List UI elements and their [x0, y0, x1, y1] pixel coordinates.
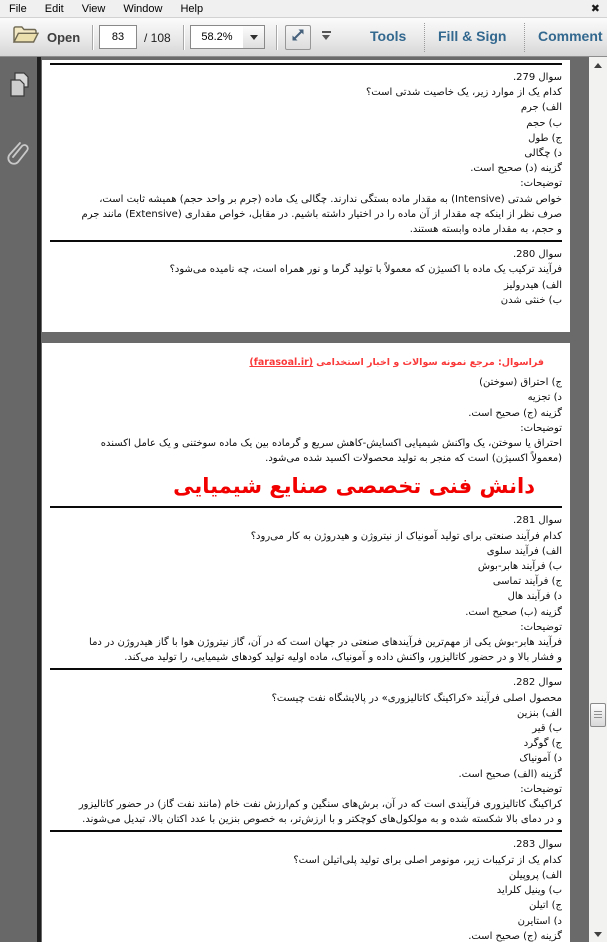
tools-button[interactable]: Tools	[370, 28, 407, 44]
document-line	[50, 751, 562, 766]
pdf-page-84	[42, 343, 570, 942]
line-text: فرآیند هابر-بوش یکی از مهم‌ترین فرآیندهای صنعتی در جهان است که در آن، گاز نیتروژن هوا با گاز هیدروژن در دما	[89, 637, 562, 649]
toolbar	[0, 18, 607, 57]
document-line	[50, 355, 544, 370]
document-line	[50, 853, 562, 868]
document-line	[50, 529, 562, 544]
line-text: سوال 281.	[512, 515, 562, 527]
menu-view[interactable]: View	[81, 2, 106, 15]
document-line	[50, 812, 562, 827]
line-text: سوال 283.	[512, 839, 562, 851]
line-text: ج) طول	[528, 132, 562, 144]
line-text: صرف نظر از اینکه چه مقدار از آن ماده را در اختیار داشته باشیم. در مقابل، خواص مقداری (Extensive) مانند جرم	[81, 208, 562, 220]
document-line	[50, 675, 562, 690]
document-line	[50, 706, 562, 721]
menu-help[interactable]: Help	[180, 2, 204, 15]
document-line	[50, 929, 562, 942]
overflow-triangle-icon	[322, 35, 330, 40]
document-line	[50, 100, 562, 115]
document-line	[50, 192, 562, 207]
line-text: ج) گوگرد	[523, 738, 562, 750]
pdf-page-83	[42, 60, 570, 332]
scrollbar-thumb-grip	[594, 711, 602, 719]
line-text: سوال 279.	[512, 72, 562, 83]
scrollbar-thumb[interactable]	[590, 703, 606, 727]
line-text: خواص شدتی (Intensive) به مقدار ماده بستگی ندارند. چگالی یک ماده (جرم بر واحد حجم) همیشه ثابت است،	[99, 193, 562, 205]
document-line	[50, 782, 562, 797]
document-line	[50, 207, 562, 222]
document-line	[50, 421, 562, 436]
arrow-up-icon	[594, 63, 602, 68]
scroll-up-button[interactable]	[589, 57, 607, 73]
document-line	[50, 883, 562, 898]
open-folder-icon	[12, 24, 39, 50]
document-line	[50, 436, 562, 451]
line-text: کدام فرآیند صنعتی برای تولید آمونیاک از نیتروژن و هیدروژن به کار می‌رود؟	[250, 530, 562, 542]
line-text: د) استایرن	[517, 915, 562, 927]
overflow-bar-icon	[322, 31, 331, 33]
document-line	[50, 176, 562, 191]
line-text: الف) هیدرولیز	[503, 279, 562, 291]
document-line	[50, 544, 562, 559]
chevron-down-icon	[250, 35, 258, 40]
document-line	[50, 767, 562, 782]
document-line	[50, 247, 562, 262]
document-line	[50, 473, 535, 499]
document-line	[50, 131, 562, 146]
line-text: الف) جرم	[520, 102, 562, 114]
document-line	[50, 559, 562, 574]
page-thumbnails-icon[interactable]	[7, 71, 31, 99]
document-line	[50, 797, 562, 812]
document-line	[50, 898, 562, 913]
fit-width-button[interactable]	[285, 25, 311, 50]
line-text: گزینه (ب) صحیح است.	[465, 606, 562, 618]
document-line	[50, 293, 562, 308]
line-text: محصول اصلی فرآیند «کراکینگ کاتالیزوری» در پالایشگاه نفت چیست؟	[271, 692, 562, 704]
toolbar-dotted-separator	[524, 23, 525, 52]
document-line	[50, 668, 562, 670]
navigation-pane	[0, 57, 37, 942]
comment-button[interactable]: Comment	[538, 28, 603, 44]
line-text: گزینه (ج) صحیح است.	[468, 930, 562, 942]
line-text: کدام یک از موارد زیر، یک خاصیت شدتی است؟	[365, 87, 562, 99]
document-line	[50, 278, 562, 293]
document-line	[50, 222, 562, 237]
open-button-label: Open	[47, 29, 81, 45]
fill-sign-button[interactable]: Fill & Sign	[438, 28, 507, 44]
attachments-icon[interactable]	[7, 137, 31, 165]
document-line	[50, 605, 562, 620]
line-text: گزینه (الف) صحیح است.	[458, 768, 562, 780]
line-text: سوال 282.	[512, 677, 562, 689]
line-text: ج) اتیلن	[528, 900, 562, 912]
scroll-down-button[interactable]	[589, 926, 607, 942]
toolbar-separator	[92, 25, 93, 50]
line-text: الف) فرآیند سلوی	[486, 545, 562, 557]
document-line	[50, 837, 562, 852]
close-icon[interactable]: ✖	[590, 3, 600, 15]
page-84-content	[50, 355, 562, 942]
line-text: ب) خنثی شدن	[500, 294, 562, 306]
document-line	[50, 85, 562, 100]
document-line	[50, 914, 562, 929]
line-text: ج) احتراق (سوختن)	[479, 377, 562, 389]
line-text: د) آمونیاک	[519, 753, 562, 765]
line-text: گزینه (ج) صحیح است.	[468, 407, 562, 419]
line-text: توضیحات:	[520, 178, 562, 190]
arrow-down-icon	[594, 932, 602, 937]
line-text: فراسوال: مرجع نمونه سوالات و اخبار استخدامی	[316, 357, 544, 368]
menu-edit[interactable]: Edit	[44, 2, 64, 15]
document-line	[50, 63, 562, 65]
zoom-level-input[interactable]	[190, 25, 244, 49]
zoom-dropdown-button[interactable]	[243, 25, 265, 49]
line-text: د) فرآیند هال	[507, 591, 562, 603]
line-text: گزینه (د) صحیح است.	[470, 163, 562, 175]
document-line	[50, 513, 562, 528]
farasoal-link[interactable]: (farasoal.ir)	[249, 357, 314, 368]
line-text: (معمولاً اکسیژن) است که منجر به تولید محصولات اکسید شده می‌شود.	[265, 453, 562, 465]
line-text: دانش فنی تخصصی صنایع شیمیایی	[173, 474, 535, 499]
document-line	[50, 116, 562, 131]
document-line	[50, 830, 562, 832]
document-line	[50, 375, 562, 390]
document-line	[50, 451, 562, 466]
line-text: توضیحات:	[520, 621, 562, 633]
line-text: ب) قیر	[532, 723, 562, 735]
document-line	[50, 736, 562, 751]
line-text: و در دمای بالا شکسته شده و به مولکول‌های کوچکتر و با ارزش‌تر، به خصوص بنزین با عدد اکتان بالا، تبدیل می‌شوند.	[82, 814, 562, 826]
document-line	[50, 691, 562, 706]
vertical-scrollbar[interactable]	[589, 57, 607, 942]
document-line	[50, 868, 562, 883]
toolbar-overflow-button[interactable]	[320, 31, 332, 43]
page-83-content	[50, 63, 562, 308]
menu-bar	[0, 0, 607, 18]
document-line	[50, 574, 562, 589]
toolbar-dotted-separator	[424, 23, 425, 52]
line-text: کراکینگ کاتالیزوری فرآیندی است که در آن، برش‌های سنگین و کم‌ارزش نفت خام (مانند نفت گاز) در حضور کاتالیزور	[78, 799, 562, 811]
line-text: کدام یک از ترکیبات زیر، مونومر اصلی برای تولید پلی‌اتیلن است؟	[293, 854, 562, 866]
document-line	[50, 620, 562, 635]
line-text: د) تجزیه	[527, 392, 562, 404]
document-line	[50, 650, 562, 665]
document-line	[50, 240, 562, 242]
page-number-input[interactable]	[99, 25, 137, 49]
document-viewport	[0, 57, 607, 942]
toolbar-separator	[183, 25, 184, 50]
document-line	[50, 635, 562, 650]
open-button[interactable]	[6, 22, 86, 52]
line-text: ب) حجم	[526, 117, 562, 129]
document-line	[50, 589, 562, 604]
menu-window[interactable]: Window	[123, 2, 163, 15]
pane-divider[interactable]	[37, 57, 41, 942]
menu-file[interactable]: File	[9, 2, 27, 15]
document-line	[50, 70, 562, 85]
document-line	[50, 506, 562, 508]
document-line	[50, 406, 562, 421]
line-text: سوال 280.	[512, 249, 562, 261]
document-line	[50, 390, 562, 405]
line-text: فرآیند ترکیب یک ماده با اکسیژن که معمولاً با تولید گرما و نور همراه است، چه نامیده می‌شود؟	[169, 264, 562, 276]
line-text: ب) فرآیند هابر-بوش	[477, 561, 562, 573]
line-text: و فشار بالا و در حضور کاتالیزور، واکنش داده و آمونیاک، ماده اولیه تولید کودهای شیمیایی، را تولید می‌کند.	[124, 652, 562, 664]
toolbar-separator	[276, 25, 277, 50]
document-line	[50, 262, 562, 277]
line-text: الف) بنزین	[517, 707, 562, 719]
line-text: الف) پروپیلن	[508, 869, 562, 881]
line-text: د) چگالی	[524, 148, 562, 160]
line-text: ج) فرآیند تماسی	[492, 576, 562, 588]
line-text: توضیحات:	[520, 422, 562, 434]
document-line	[50, 146, 562, 161]
page-count-label: / 108	[144, 31, 171, 45]
line-text: ب) وینیل کلراید	[496, 885, 562, 897]
line-text: توضیحات:	[520, 783, 562, 795]
resize-arrows-icon	[290, 27, 306, 48]
document-line	[50, 161, 562, 176]
document-line	[50, 721, 562, 736]
line-text: و حجم، به مقدار ماده وابسته هستند.	[409, 224, 562, 236]
line-text: احتراق یا سوختن، یک واکنش شیمیایی اکسایش-کاهش سریع و گرماده بین یک ماده سوختنی و یک عامل اکسنده	[100, 438, 562, 450]
